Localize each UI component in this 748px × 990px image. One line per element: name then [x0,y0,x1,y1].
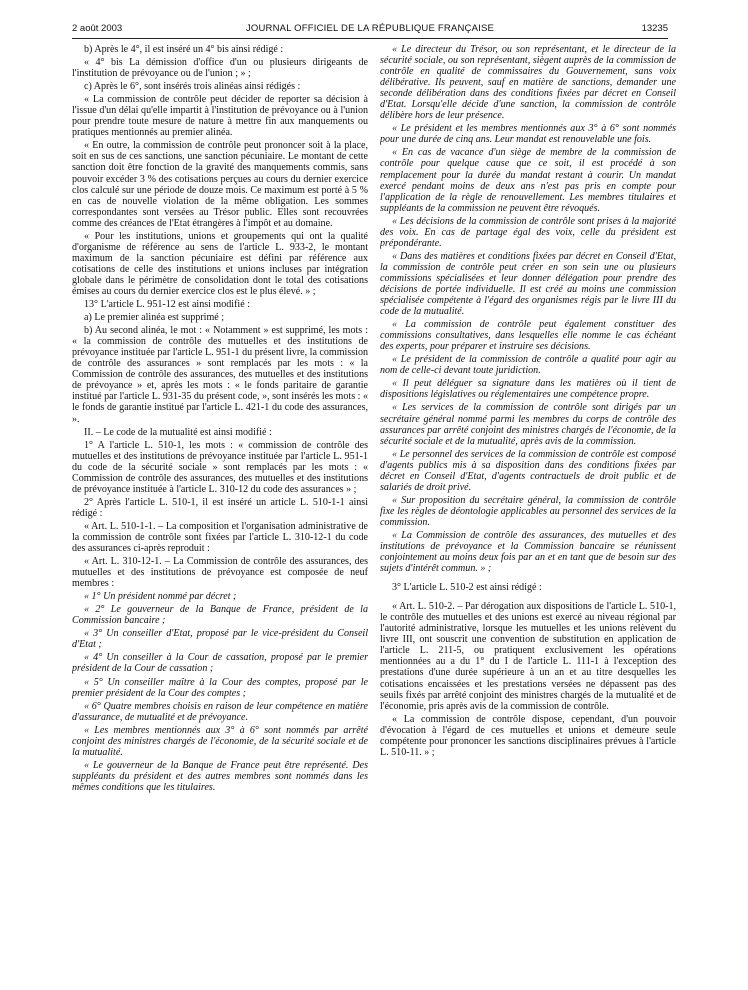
paragraph: 2° Après l'article L. 510-1, il est inséré un article L. 510-1-1 ainsi rédigé : [72,496,368,519]
paragraph: « La Commission de contrôle des assurances, des mutuelles et des institutions de prévoyance et la Commission bancaire se réunissent conjointement au moins deux fois par an et en tant que de besoin sur des sujets d'intérêt commun. » ; [380,529,676,575]
paragraph: II. – Le code de la mutualité est ainsi modifié : [84,426,272,438]
paragraph: « Les services de la commission de contrôle sont dirigés par un secrétaire général nommé parmi les membres du corps de contrôle des assurances par arrêté conjoint des ministres chargés de l'économie, de la sécurité sociale et de la mutualité, après avis de la commission. [380,402,676,447]
paragraph: « En outre, la commission de contrôle peut prononcer soit à la place, soit en sus de ces sanctions, une sanction pécuniaire. Le montant de cette sanction doit être fonction de la gravité des manquements commis, sans pouvoir excéder 3 % des cotisations perçues au cours du dernier exercice clos calculé sur une période de douze mois. Ce maximum est porté à 5 % en cas de nouvelle violation de la même obligation. Les sommes correspondantes sont versées au Trésor public. Elles sont recouvrées comme des créances de l'Etat étrangères à l'impôt et au domaine. [72,140,368,229]
right-column [380,44,676,982]
paragraph: « Le personnel des services de la commission de contrôle est composé d'agents publics mis à sa disposition dans des conditions fixées par décret en Conseil d'Etat, d'agents contractuels de droit public et de salariés de droit privé. [380,448,676,493]
paragraph: « 4° Un conseiller à la Cour de cassation, proposé par le premier président de la Cour de cassation ; [72,652,368,675]
paragraph: « Pour les institutions, unions et groupements qui ont la qualité d'organisme de référence au sens de l'article L. 933-2, le montant maximum de la sanction pécuniaire est défini par référence aux cotisations de celle des institutions et unions incluses par intégration globale dans le périmètre de consolidation dont le total des cotisations émises au cours du dernier exercice clos est le plus élevé. » ; [72,230,368,297]
paragraph: a) Le premier alinéa est supprimé ; [84,312,225,324]
paragraph: « Il peut déléguer sa signature dans les matières où il tient de dispositions législatives ou réglementaires une compétence propre. [380,378,676,401]
left-column [72,44,368,982]
paragraph: « Le gouverneur de la Banque de France peut être représenté. Des suppléants du président et des autres membres sont nommés dans les mêmes conditions que les titulaires. [72,759,368,793]
paragraph: 3° L'article L. 510-2 est ainsi rédigé : [392,582,542,594]
paragraph: 13° L'article L. 951-12 est ainsi modifié : [84,299,250,311]
paragraph: « Le président de la commission de contrôle a qualité pour agir au nom de celle-ci devant toute juridiction. [380,354,676,377]
paragraph: b) Après le 4°, il est inséré un 4° bis ainsi rédigé : [84,44,284,55]
header-title: JOURNAL OFFICIEL DE LA RÉPUBLIQUE FRANÇAISE [245,23,495,34]
paragraph: « La commission de contrôle dispose, cependant, d'un pouvoir d'évocation à l'égard de ces mutuelles et unions et demeure seule compétente pour prononcer les sanctions disciplinaires prévues à l'article L. 510-11. » ; [380,713,676,758]
paragraph: b) Au second alinéa, le mot : « Notamment » est supprimé, les mots : « la commission de contrôle des mutuelles et des institutions de prévoyance instituée par l'article L. 951-1 du présent livre, la commission de contrôle des assurances » sont remplacés par les mots : « la Commission de contrôle des assurances, des mutuelles et des institutions de prévoyance » et, après les mots : « le fonds paritaire de garantie institué par l'article L. 931-35 du présent code, », sont insérés les mots : « le fonds de garantie institué par l'article L. 421-1 du code des assurances, ». [72,325,368,425]
paragraph: « 2° Le gouverneur de la Banque de France, président de la Commission bancaire ; [72,604,368,627]
page-header [72,20,668,38]
paragraph: « Le directeur du Trésor, ou son représentant, et le directeur de la sécurité sociale, ou son représentant, siègent auprès de la commission de contrôle en qualité de commissaires du Gouvernement, sans voix délibérative. Ils peuvent, sauf en matière de sanctions, demander une seconde délibération dans des conditions fixées par décret en Conseil d'Etat. Lorsqu'elle décide d'une sanction, la commission de contrôle délibère hors de leur présence. [380,44,676,122]
paragraph: « Les membres mentionnés aux 3° à 6° sont nommés par arrêté conjoint des ministres chargés de l'économie, de la sécurité sociale et de la mutualité. [72,724,368,758]
header-page-number: 13235 [641,23,668,34]
paragraph: c) Après le 6°, sont insérés trois alinéas ainsi rédigés : [84,81,301,93]
header-date: 2 août 2003 [72,23,123,34]
header-rule [72,38,668,39]
paragraph: « En cas de vacance d'un siège de membre de la commission de contrôle pour quelque cause que ce soit, il est procédé à son remplacement pour la durée du mandat restant à courir. Un mandat exercé pendant moins de deux ans n'est pas pris en compte pour l'application de la règle de renouvellement. Les membres titulaires et suppléants de la commission ne peuvent être révoqués. [380,147,676,214]
paragraph: « 1° Un président nommé par décret ; [84,591,237,603]
paragraph: « 4° bis La démission d'office d'un ou plusieurs dirigeants de l'institution de prévoyance ou de l'union ; » ; [72,57,368,80]
paragraph: « Art. L. 510-1-1. – La composition et l'organisation administrative de la commission de contrôle sont fixées par l'article L. 310-12-1 du code des assurances ci-après reproduit : [72,520,368,555]
paragraph: « 3° Un conseiller d'Etat, proposé par le vice-président du Conseil d'Etat ; [72,628,368,651]
paragraph: « Les décisions de la commission de contrôle sont prises à la majorité des voix. En cas de partage égal des voix, celle du président est prépondérante. [380,215,676,249]
paragraph: « La commission de contrôle peut également constituer des commissions consultatives, dans lesquelles elle nomme le cas échéant des experts, pour préparer et instruire ses décisions. [380,319,676,353]
paragraph: « Le président et les membres mentionnés aux 3° à 6° sont nommés pour une durée de cinq ans. Leur mandat est renouvelable une fois. [380,123,676,146]
paragraph: 1° A l'article L. 510-1, les mots : « commission de contrôle des mutuelles et des institutions de prévoyance instituée par l'article L. 951-1 du code de la sécurité sociale » sont remplacés par les mots : « Commission de contrôle des assurances, des mutuelles et des institutions de prévoyance instituée à l'article L. 310-12 du code des assurances » ; [72,439,368,495]
paragraph: « Dans des matières et conditions fixées par décret en Conseil d'Etat, la commission de contrôle peut créer en son sein une ou plusieurs commissions spécialisées et leur donner délégation pour prendre des décisions de portée individuelle. Il est créé au moins une commission spécialisée compétente à l'égard des organismes régis par le livre III du code de la mutualité. [380,250,676,318]
paragraph: « 6° Quatre membres choisis en raison de leur compétence en matière d'assurance, de mutualité et de prévoyance. [72,700,368,723]
paragraph: « Art. L. 510-2. – Par dérogation aux dispositions de l'article L. 510-1, le contrôle des mutuelles et des unions est exercé au niveau régional par l'autorité administrative, lorsque les mutuelles et les unions relèvent du livre III, ont souscrit une convention de substitution en application de l'article L. 211-5, ou pratiquent exclusivement les opérations mentionnées au a du 1° du I de l'article L. 111-1 à l'exception des prestations d'une durée supérieure à un an et au titre desquelles les cotisations encaissées et les prestations versées ne dépassent pas des seuils fixés par arrêté conjoint des ministres chargés de la mutualité et de l'économie, pris après avis de la commission de contrôle. [380,601,676,712]
paragraph: « 5° Un conseiller maître à la Cour des comptes, proposé par le premier président de la Cour des comptes ; [72,676,368,699]
paragraph: « La commission de contrôle peut décider de reporter sa décision à l'issue d'un délai qu'elle impartit à l'institution de prévoyance ou à l'union pour prendre toute mesure de nature à mettre fin aux manquements ou pratiques mentionnés au premier alinéa. [72,94,368,139]
paragraph: « Sur proposition du secrétaire général, la commission de contrôle fixe les règles de déontologie applicables au personnel des services de la commission. [380,494,676,528]
paragraph: « Art. L. 310-12-1. – La Commission de contrôle des assurances, des mutuelles et des institutions de prévoyance est composée de neuf membres : [72,556,368,590]
